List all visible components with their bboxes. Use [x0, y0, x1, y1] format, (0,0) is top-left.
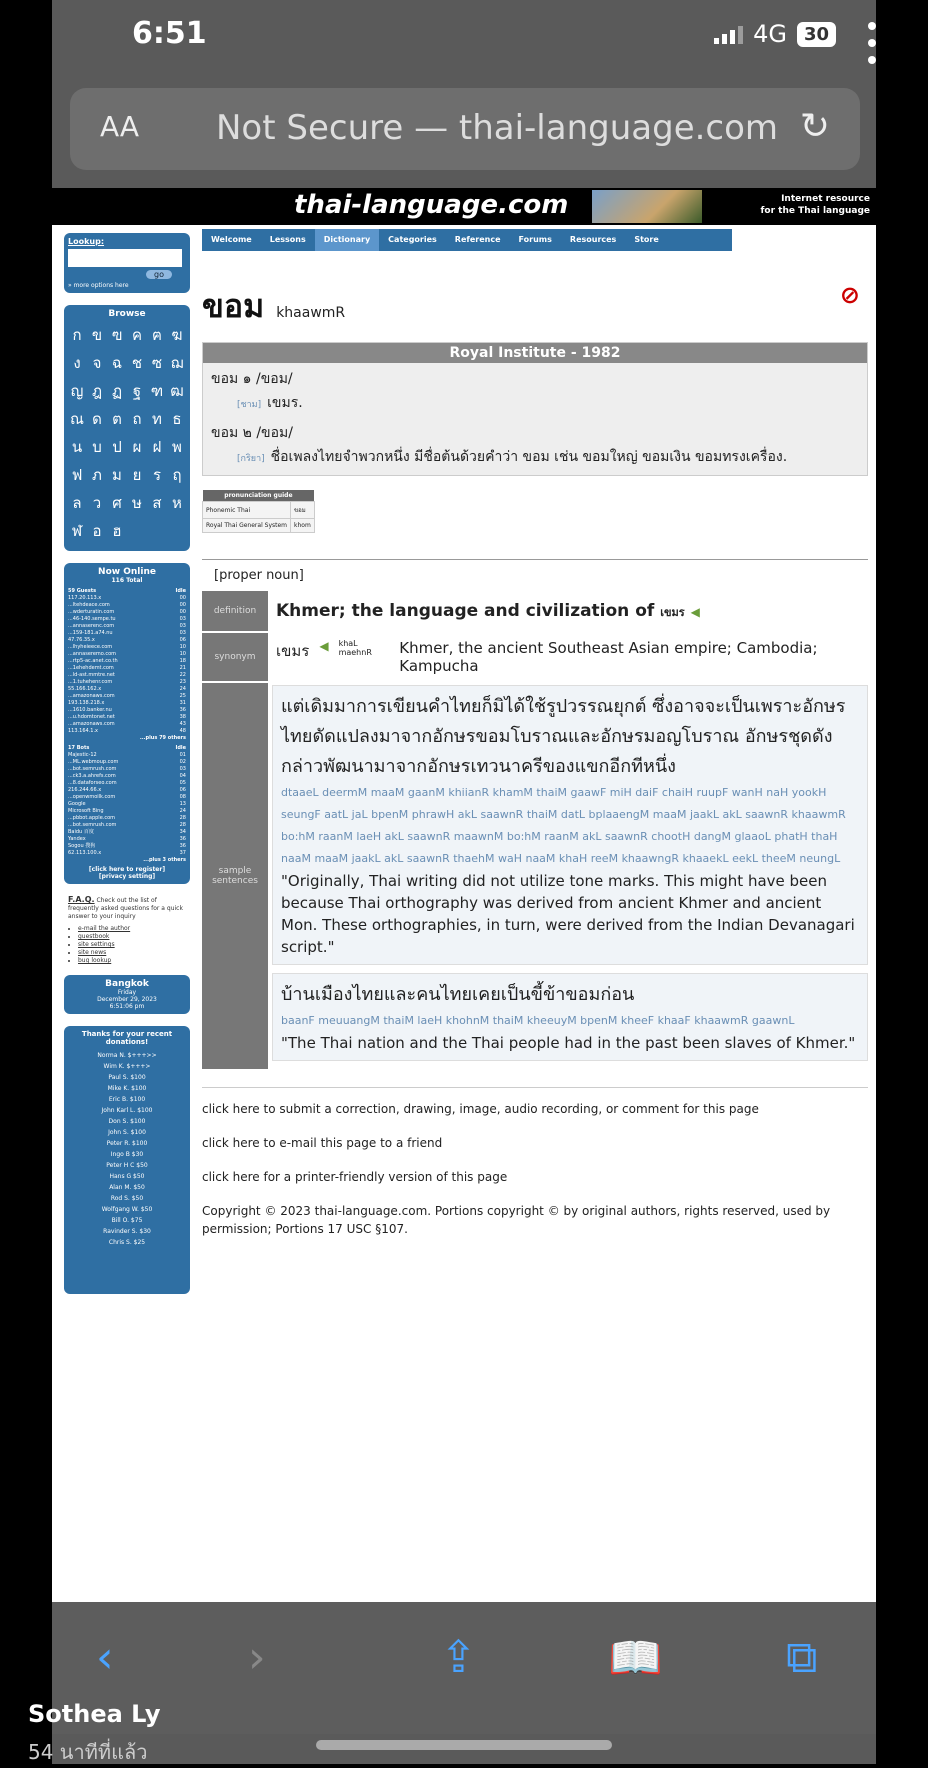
- lookup-box: [64, 233, 190, 293]
- letter-link[interactable]: น: [71, 438, 83, 456]
- faq-box: [64, 896, 190, 975]
- online-row[interactable]: ...amazonaws.com 25: [68, 693, 186, 699]
- copyright: Copyright © 2023 thai-language.com. Portions copyright © by original authors, rights reserved, used by permission; Portions 17 USC §107.: [202, 1204, 831, 1236]
- online-row[interactable]: Yandex 36: [68, 836, 186, 842]
- bangkok-time: 6:51:06 pm: [109, 1003, 145, 1010]
- letter-grid: [68, 319, 186, 547]
- online-row[interactable]: 193.138.218.x 31: [68, 700, 186, 706]
- donor-item: Wolfgang W. $50: [101, 1206, 153, 1213]
- letter-link[interactable]: ด: [92, 410, 102, 428]
- letter-link[interactable]: ฒ: [170, 382, 184, 400]
- battery-icon: 30: [797, 22, 836, 47]
- letter-link[interactable]: ข: [91, 326, 103, 344]
- now-online-box: [64, 563, 190, 884]
- letter-link[interactable]: ษ: [132, 494, 142, 512]
- register-link[interactable]: [click here to register]: [88, 866, 166, 873]
- address-bar[interactable]: [70, 88, 860, 170]
- audio-icon[interactable]: ◀: [319, 639, 329, 653]
- online-row[interactable]: ...amazonaws.com 43: [68, 721, 186, 727]
- donor-item: Peter H C $50: [106, 1162, 148, 1169]
- letter-link[interactable]: ณ: [70, 410, 84, 428]
- donor-item: Eric B. $100: [108, 1096, 146, 1103]
- letter-link[interactable]: ร: [152, 466, 162, 484]
- donations-title: Thanks for your recent donations!: [81, 1030, 173, 1046]
- post-time: 54 นาทีที่แล้ว: [28, 1740, 148, 1764]
- donor-item: Hans G $50: [109, 1173, 145, 1180]
- online-row[interactable]: 47.76.35.x 06: [68, 637, 186, 643]
- online-row[interactable]: 62.113.100.x 37: [68, 850, 186, 856]
- online-row[interactable]: ...159-181.a74.nu 03: [68, 630, 186, 636]
- letter-link[interactable]: บ: [92, 438, 102, 456]
- nav-tab[interactable]: Categories: [388, 235, 437, 244]
- browse-title: Browse: [108, 309, 146, 319]
- bot-list: [68, 752, 186, 857]
- plus-others[interactable]: ...plus 79 others: [139, 735, 186, 741]
- online-row[interactable]: Google 13: [68, 801, 186, 807]
- royal-pos-1: [ชาม]: [237, 400, 262, 410]
- definition-link[interactable]: เขมร: [660, 606, 685, 619]
- letter-link[interactable]: ฟ: [71, 466, 83, 484]
- online-row[interactable]: ...pbbot.apple.com 28: [68, 815, 186, 821]
- donor-item: Wim K. $+++>: [103, 1063, 151, 1070]
- royal-institute-box: [202, 342, 868, 476]
- author-name[interactable]: Sothea Ly: [28, 1700, 161, 1728]
- royal-text-1: เขมร.: [267, 395, 303, 411]
- donor-item: Ingo B $30: [110, 1151, 144, 1158]
- word-heading: [202, 281, 868, 332]
- faq-link[interactable]: • guestbook: [78, 933, 186, 941]
- nav-tab[interactable]: Lessons: [269, 235, 306, 244]
- nav-tab[interactable]: Reference: [454, 235, 501, 244]
- letter-link[interactable]: จ: [92, 354, 102, 372]
- network-status: [714, 20, 836, 48]
- home-indicator[interactable]: [316, 1740, 612, 1750]
- sample-row: [202, 683, 868, 1069]
- bots-header: 17 Bots Idle: [68, 745, 186, 751]
- printer-link[interactable]: click here for a printer-friendly version of this page: [202, 1170, 508, 1184]
- online-row[interactable]: Majestic-12 01: [68, 752, 186, 758]
- faq-link[interactable]: • e-mail the author: [78, 925, 186, 933]
- donor-item: Don S. $100: [108, 1118, 146, 1125]
- back-icon[interactable]: ‹: [96, 1632, 114, 1683]
- word-romanization: khaawmR: [276, 305, 346, 321]
- bangkok-title: Bangkok: [105, 979, 149, 989]
- sample-list: [268, 683, 868, 1069]
- faq-title[interactable]: F.A.Q.: [68, 895, 95, 904]
- letter-link[interactable]: ฉ: [111, 354, 123, 372]
- synonym-body: [268, 633, 868, 681]
- letter-link[interactable]: ถ: [132, 410, 142, 428]
- go-button[interactable]: go: [146, 270, 172, 279]
- online-title: Now Online: [98, 567, 156, 577]
- donor-item: Rod S. $50: [110, 1195, 144, 1202]
- correction-link[interactable]: click here to submit a correction, drawing, image, audio recording, or comment for this page: [202, 1102, 759, 1116]
- nav-tab[interactable]: Forums: [518, 235, 552, 244]
- word-thai: ขอม: [202, 287, 265, 325]
- lookup-label: Lookup:: [68, 237, 105, 246]
- site-tagline: Internet resource for the Thai language: [760, 194, 870, 216]
- online-row[interactable]: ...1610.banker.nu 36: [68, 707, 186, 713]
- bookmarks-icon[interactable]: 📖: [608, 1633, 663, 1684]
- privacy-link[interactable]: [privacy setting]: [98, 873, 156, 880]
- letter-link[interactable]: ธ: [172, 410, 182, 428]
- online-total: 116 Total: [111, 577, 143, 584]
- online-row[interactable]: ...lhyheieece.com 10: [68, 644, 186, 650]
- letter-link[interactable]: ฝ: [152, 438, 162, 456]
- royal-text-2: ชื่อเพลงไทยจำพวกหนึ่ง มีชื่อต้นด้วยคำว่า ขอม เช่น ขอมใหญ่ ขอมเงิน ขอมทรงเครื่อง.: [270, 449, 788, 465]
- web-page: [52, 225, 876, 1602]
- letter-link[interactable]: ม: [112, 466, 122, 484]
- letter-link[interactable]: ซ: [151, 354, 163, 372]
- pronunciation-guide: pronunciation guide Phonemic Thai ขอม Royal Thai General System khom: [202, 490, 315, 533]
- donor-item: Chris S. $25: [108, 1239, 146, 1246]
- letter-link[interactable]: ฆ: [171, 326, 183, 344]
- main-content: [202, 229, 868, 1254]
- letter-link[interactable]: ค: [131, 326, 143, 344]
- bangkok-day: Friday: [117, 989, 137, 996]
- sample-label: sample sentences: [202, 683, 268, 1069]
- online-row[interactable]: Sogou 搜狗 36: [68, 843, 186, 849]
- online-row[interactable]: ...ltehdeace.com 00: [68, 602, 186, 608]
- synonym-row: [202, 633, 868, 681]
- royal-head-1: ขอม ๑ /ขอม/: [211, 371, 293, 387]
- guide-title: pronunciation guide: [203, 490, 315, 502]
- letter-link[interactable]: ท: [152, 410, 162, 428]
- part-of-speech: [proper noun]: [214, 568, 304, 583]
- online-row[interactable]: Baidu 百度 34: [68, 829, 186, 835]
- donor-item: Peter R. $100: [106, 1140, 148, 1147]
- letter-link[interactable]: ต: [112, 410, 122, 428]
- online-row[interactable]: ...ld-ast.mmtre.net 22: [68, 672, 186, 678]
- synonym-text: Khmer, the ancient Southeast Asian empire; Cambodia; Kampucha: [399, 639, 818, 675]
- audio-icon[interactable]: ◀: [690, 605, 700, 619]
- share-icon[interactable]: ⇪: [440, 1632, 477, 1683]
- donor-list: [68, 1050, 186, 1248]
- online-row[interactable]: ...annaserenc.com 03: [68, 623, 186, 629]
- royal-head-2: ขอม ๒ /ขอม/: [211, 425, 293, 441]
- definition-label: definition: [202, 591, 268, 631]
- footer-links: [202, 1087, 868, 1238]
- clock: 6:51: [132, 16, 207, 51]
- sample-translit: baanF meuuangM thaiM laeH khohnM thaiM kheeuyM bpenM kheeF khaaF khaawmR gaawnL: [281, 1014, 795, 1027]
- letter-link[interactable]: พ: [172, 438, 182, 456]
- sample-sentence: [272, 685, 868, 965]
- post-author-overlay: [28, 1700, 160, 1768]
- donor-item: John Karl L. $100: [101, 1107, 153, 1114]
- donations-box: [64, 1026, 190, 1294]
- reader-settings-button[interactable]: AA: [100, 110, 140, 143]
- network-type: 4G: [753, 20, 787, 48]
- letter-link[interactable]: ล: [72, 494, 82, 512]
- main-nav: [202, 229, 732, 251]
- donor-item: Norma N. $+++>>: [97, 1052, 157, 1059]
- letter-link[interactable]: ช: [131, 354, 143, 372]
- guest-list: [68, 595, 186, 735]
- letter-link[interactable]: ศ: [112, 494, 122, 512]
- faq-links: [68, 925, 186, 965]
- letter-link[interactable]: ฌ: [170, 354, 184, 372]
- faq-text: Check out the list of frequently asked questions for a quick answer to your inquiry: [68, 897, 183, 920]
- donor-item: Paul S. $100: [108, 1074, 146, 1081]
- synonym-rom: khaL maehnR: [338, 639, 372, 657]
- letter-link[interactable]: ฎ: [91, 382, 103, 400]
- faq-link[interactable]: • site news: [78, 949, 186, 957]
- letter-link[interactable]: ผ: [132, 438, 142, 456]
- letter-link[interactable]: ฐ: [132, 382, 142, 400]
- url-text[interactable]: Not Secure — thai-language.com: [216, 108, 779, 148]
- site-logo[interactable]: thai-language.com: [294, 190, 569, 220]
- letter-link[interactable]: ง: [73, 354, 81, 372]
- online-row[interactable]: ...1ehehdemt.com 21: [68, 665, 186, 671]
- banner-photo: [592, 190, 702, 223]
- online-row[interactable]: ...bot.semrush.com 03: [68, 766, 186, 772]
- letter-link[interactable]: ฤ: [172, 466, 182, 484]
- letter-link[interactable]: ป: [112, 438, 122, 456]
- royal-pos-2: [กริยา]: [237, 454, 265, 464]
- guests-header: 59 Guests Idle: [68, 588, 186, 594]
- donor-item: John S. $100: [108, 1129, 146, 1136]
- donor-item: Bill O. $75: [111, 1217, 143, 1224]
- online-row[interactable]: 113.164.1.x 48: [68, 728, 186, 734]
- sample-translit: dtaaeL deermM maaM gaanM khiianR khamM thaiM gaawF miH daiF chaiH ruupF wanH naH yookH seungF aatL jaL bpenM phrawH akL saawnR thaiM datL bplaaengM maaM jaakL akL saawnR khaawmR bo:hM raanM laeH akL saawnR maawnM bo:hM raanM akL saawnR chootH dangM glaaoL phatH thaH naaM maaM jaakL akL saawnR thaehM waH naaM khaH reeM khaawngR khaaekL eekL theeM neungL: [281, 786, 846, 865]
- site-banner: [52, 188, 876, 225]
- nav-tab[interactable]: Dictionary: [315, 229, 379, 251]
- donor-item: Mike K. $100: [107, 1085, 147, 1092]
- online-row[interactable]: 216.244.66.x 06: [68, 787, 186, 793]
- sample-thai: แต่เดิมมาการเขียนคำไทยก็มิได้ใช้รูปวรรณยุกต์ ซึ่งอาจจะเป็นเพราะอักษรไทยดัดแปลงมาจากอักษรขอมโบราณและอักษรมอญโบราณ อักษรชุดดังกล่าวพัฒนามาจากอักษรเทวนาครีของแขกอีกทีหนึ่ง: [281, 696, 846, 777]
- nav-tab[interactable]: Welcome: [211, 235, 252, 244]
- online-row[interactable]: ...bot.semrush.com 28: [68, 822, 186, 828]
- online-row[interactable]: 55.166.162.x 24: [68, 686, 186, 692]
- status-bar: [52, 0, 876, 72]
- letter-link[interactable]: ฮ: [112, 522, 122, 540]
- nav-tab[interactable]: Resources: [569, 235, 617, 244]
- letter-link[interactable]: ภ: [92, 466, 102, 484]
- more-options-icon[interactable]: [868, 22, 876, 73]
- sample-english: "The Thai nation and the Thai people had in the past been slaves of Khmer.": [281, 1034, 856, 1052]
- online-row[interactable]: ...ML.webmoup.com 02: [68, 759, 186, 765]
- online-row[interactable]: ...8.dataforseo.com 05: [68, 780, 186, 786]
- nav-tab[interactable]: Store: [634, 235, 659, 244]
- no-entry-icon[interactable]: ⊘: [839, 281, 860, 309]
- definition-text: Khmer; the language and civilization of เขมร ◀: [276, 601, 700, 621]
- faq-link[interactable]: • site settings: [78, 941, 186, 949]
- sample-thai: บ้านเมืองไทยและคนไทยเคยเป็นขี้ข้าขอมก่อน: [281, 984, 635, 1005]
- synonym-thai[interactable]: เขมร: [276, 642, 310, 660]
- online-row[interactable]: ...1.tuhehenr.com 23: [68, 679, 186, 685]
- synonym-label: synonym: [202, 633, 268, 681]
- tabs-icon[interactable]: ⧉: [786, 1632, 818, 1683]
- bangkok-date: December 29, 2023: [97, 996, 157, 1003]
- letter-link[interactable]: ห: [172, 494, 182, 512]
- online-row[interactable]: ...rtp5-ac.anet.co.th 18: [68, 658, 186, 664]
- plus-bots[interactable]: ...plus 3 others: [143, 857, 186, 863]
- letter-link[interactable]: ก: [72, 326, 82, 344]
- email-link[interactable]: click here to e-mail this page to a friend: [202, 1136, 443, 1150]
- letter-link[interactable]: ย: [132, 466, 142, 484]
- forward-icon[interactable]: ›: [248, 1632, 266, 1683]
- sample-sentence: [272, 973, 868, 1061]
- letter-link[interactable]: ฃ: [111, 326, 123, 344]
- more-options-link[interactable]: » more options here: [68, 282, 129, 289]
- letter-link[interactable]: ฅ: [151, 326, 163, 344]
- faq-link[interactable]: • bug lookup: [78, 957, 186, 965]
- lookup-input[interactable]: [68, 249, 182, 267]
- letter-link[interactable]: ฑ: [150, 382, 164, 400]
- online-row[interactable]: ...u.hdomtonet.net 38: [68, 714, 186, 720]
- sample-english: "Originally, Thai writing did not utilize tone marks. This might have been because Thai orthography was derived from ancient Khmer and ancient Mon. These orthographies, in turn, were derived from the Indian Devanagari script.": [281, 872, 855, 956]
- online-row[interactable]: Microsoft Bing 24: [68, 808, 186, 814]
- sidebar: [64, 233, 190, 1306]
- online-row[interactable]: ...annaseremo.com 10: [68, 651, 186, 657]
- donor-item: Ravinder S. $30: [103, 1228, 151, 1235]
- online-row[interactable]: ...openwmoilk.com 08: [68, 794, 186, 800]
- letter-link[interactable]: ส: [152, 494, 162, 512]
- donor-item: Alan M. $50: [109, 1184, 145, 1191]
- definition-row: [202, 591, 868, 631]
- reload-icon[interactable]: ↻: [799, 106, 830, 147]
- online-row[interactable]: ...ck3.a.ahrefs.com 04: [68, 773, 186, 779]
- signal-icon: [714, 24, 743, 44]
- bangkok-box: [64, 975, 190, 1014]
- online-row[interactable]: ...46-140.sempe.tu 03: [68, 616, 186, 622]
- browse-box: [64, 305, 190, 551]
- letter-link[interactable]: ฬ: [71, 522, 83, 540]
- royal-title: Royal Institute - 1982: [203, 343, 867, 363]
- online-row[interactable]: ...wderturatin.com 00: [68, 609, 186, 615]
- online-row[interactable]: 117.20.113.x 00: [68, 595, 186, 601]
- letter-link[interactable]: ว: [92, 494, 102, 512]
- browser-toolbar: [52, 1602, 876, 1734]
- letter-link[interactable]: ฏ: [111, 382, 123, 400]
- letter-link[interactable]: อ: [92, 522, 102, 540]
- letter-link[interactable]: ญ: [70, 382, 84, 400]
